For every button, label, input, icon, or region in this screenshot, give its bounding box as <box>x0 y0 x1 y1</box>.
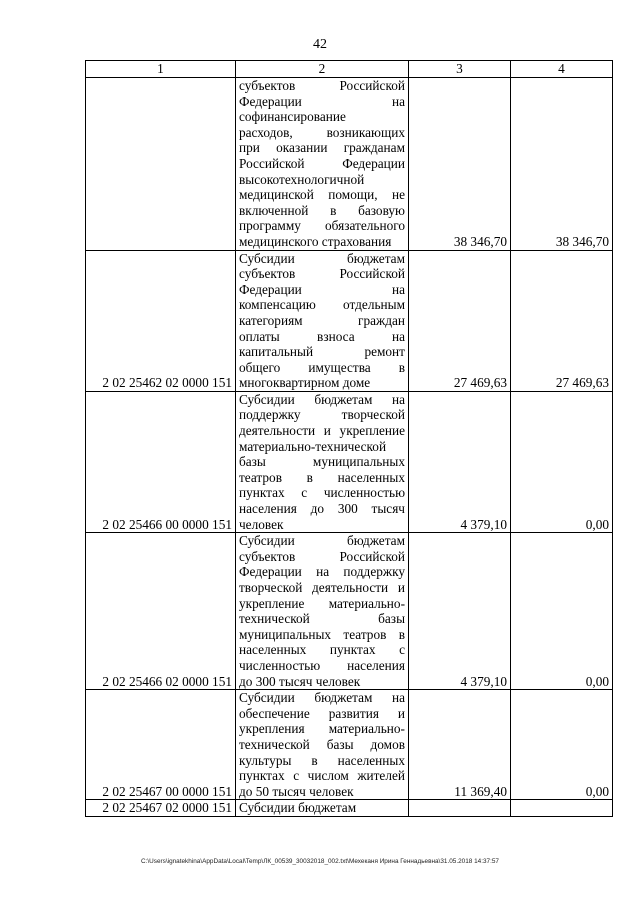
budget-code-cell: 2 02 25462 02 0000 151 <box>86 250 236 391</box>
description-line: Субсидии бюджетам <box>239 533 405 549</box>
description-line: субъектов Российской <box>239 548 405 564</box>
description-cell <box>236 78 409 251</box>
description-line: до 300 тысяч человек <box>239 673 361 689</box>
description-line: технической базы <box>239 611 405 627</box>
column-header-2: 2 <box>236 61 409 78</box>
description-cell <box>236 800 409 817</box>
description-line: категориям граждан <box>239 312 405 328</box>
description-line: высокотехнологичной <box>239 171 365 187</box>
table-row <box>86 690 613 800</box>
document-footer-path: C:\Users\ignatekhina\AppData\Local\Temp\ЛК_00539_30032018_002.txt\Мехеканя Ирина Геннадьевна\31.05.2018 14:37:57 <box>141 858 499 865</box>
column-header-3: 3 <box>409 61 511 78</box>
table-row <box>86 391 613 532</box>
description-line: творческой деятельности и <box>239 580 405 595</box>
description-cell <box>236 533 409 690</box>
description-line: театров в населенных <box>239 469 405 485</box>
table-row <box>86 250 613 391</box>
page-number: 42 <box>313 37 327 52</box>
description-line: культуры в населенных <box>239 752 405 768</box>
budget-code-cell: 2 02 25466 02 0000 151 <box>86 533 236 690</box>
description-line: Федерации на поддержку <box>239 564 405 580</box>
description-line: софинансирование <box>239 109 346 125</box>
description-line: Российской Федерации <box>239 155 405 171</box>
column-header-4: 4 <box>511 61 613 78</box>
description-line: компенсацию отдельным <box>239 297 405 313</box>
description-line: населенных пунктах с <box>239 642 405 658</box>
description-line: Федерации на <box>239 281 405 297</box>
amount-col3-cell: 11 369,40 <box>409 690 511 800</box>
description-line: общего имущества в <box>239 359 405 375</box>
description-cell <box>236 690 409 800</box>
description-line: Субсидии бюджетам <box>239 800 357 816</box>
description-line: Субсидии бюджетам на <box>239 391 405 407</box>
table-body <box>86 78 613 817</box>
description-line: субъектов Российской <box>239 78 405 93</box>
amount-col4-cell <box>511 800 613 817</box>
amount-col4-cell: 0,00 <box>511 391 613 532</box>
amount-col3-cell: 38 346,70 <box>409 78 511 251</box>
description-line: базы муниципальных <box>239 454 405 470</box>
description-line: субъектов Российской <box>239 266 405 282</box>
description-line: населения до 300 тысяч <box>239 501 405 517</box>
table-header-row <box>86 61 613 78</box>
description-line: оплаты взноса на <box>239 328 405 344</box>
description-line: многоквартирном доме <box>239 375 371 391</box>
amount-col4-cell: 0,00 <box>511 533 613 690</box>
column-header-1: 1 <box>86 61 236 78</box>
description-line: укрепления материально- <box>239 721 405 737</box>
description-line: материально-технической <box>239 438 387 454</box>
amount-col4-cell: 0,00 <box>511 690 613 800</box>
description-line: технической базы домов <box>239 736 405 752</box>
table-row <box>86 800 613 817</box>
description-line: муниципальных театров в <box>239 626 405 642</box>
amount-col3-cell: 4 379,10 <box>409 391 511 532</box>
description-line: Федерации на <box>239 93 405 109</box>
description-line: включенной в базовую <box>239 202 405 218</box>
description-line: обеспечение развития и <box>239 705 405 721</box>
description-line: медицинского страхования <box>239 233 392 249</box>
budget-table <box>85 60 613 817</box>
description-line: капитальный ремонт <box>239 344 405 360</box>
amount-col3-cell: 4 379,10 <box>409 533 511 690</box>
description-cell <box>236 391 409 532</box>
table-row <box>86 533 613 690</box>
description-line: пунктах с числом жителей <box>239 768 405 784</box>
description-cell <box>236 250 409 391</box>
description-line: деятельности и укрепление <box>239 423 405 439</box>
description-line: расходов, возникающих <box>239 124 405 140</box>
description-line: при оказании гражданам <box>239 140 405 156</box>
description-line: медицинской помощи, не <box>239 187 405 203</box>
description-line: поддержку творческой <box>239 407 405 423</box>
budget-code-cell: 2 02 25466 00 0000 151 <box>86 391 236 532</box>
amount-col3-cell: 27 469,63 <box>409 250 511 391</box>
amount-col4-cell: 27 469,63 <box>511 250 613 391</box>
amount-col3-cell <box>409 800 511 817</box>
description-line: человек <box>239 516 284 532</box>
description-line: программу обязательного <box>239 218 405 234</box>
table-row <box>86 78 613 251</box>
description-line: пунктах с численностью <box>239 485 405 501</box>
budget-code-cell <box>86 78 236 251</box>
description-line: Субсидии бюджетам на <box>239 690 405 706</box>
description-line: Субсидии бюджетам <box>239 250 405 266</box>
budget-code-cell: 2 02 25467 02 0000 151 <box>86 800 236 817</box>
budget-code-cell: 2 02 25467 00 0000 151 <box>86 690 236 800</box>
amount-col4-cell: 38 346,70 <box>511 78 613 251</box>
description-line: укрепление материально- <box>239 595 405 611</box>
description-line: численностью населения <box>239 657 405 673</box>
description-line: до 50 тысяч человек <box>239 783 354 799</box>
